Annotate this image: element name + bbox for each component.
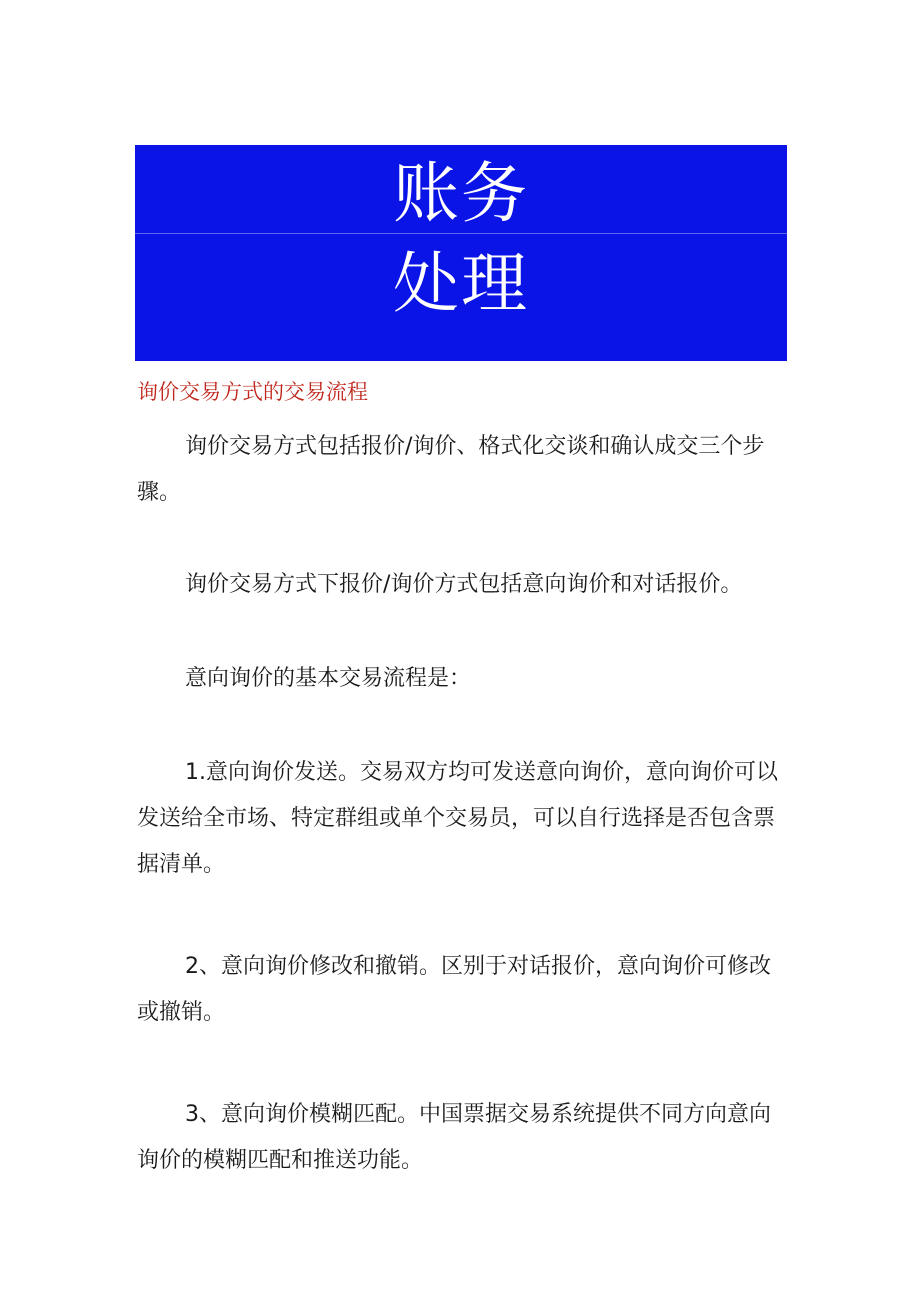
paragraph: 询价交易方式下报价/询价方式包括意向询价和对话报价。 (185, 572, 743, 597)
paragraph: 1.意向询价发送。交易双方均可发送意向询价，意向询价可以发送给全市场、特定群组或单个交易员，可以自行选择是否包含票据清单。 (137, 760, 778, 877)
banner-title-line-1: 账务 (393, 155, 529, 232)
paragraph: 询价交易方式包括报价/询价、格式化交谈和确认成交三个步骤。 (137, 434, 765, 505)
paragraph: 2、意向询价修改和撤销。区别于对话报价，意向询价可修改或撤销。 (137, 954, 771, 1025)
section-heading: 询价交易方式的交易流程 (137, 380, 368, 404)
paragraph: 意向询价的基本交易流程是： (185, 666, 472, 691)
paragraph: 3、意向询价模糊匹配。中国票据交易系统提供不同方向意向询价的模糊匹配和推送功能。 (137, 1102, 771, 1173)
banner-divider (135, 233, 787, 234)
banner-title-line-2: 处理 (393, 245, 529, 322)
